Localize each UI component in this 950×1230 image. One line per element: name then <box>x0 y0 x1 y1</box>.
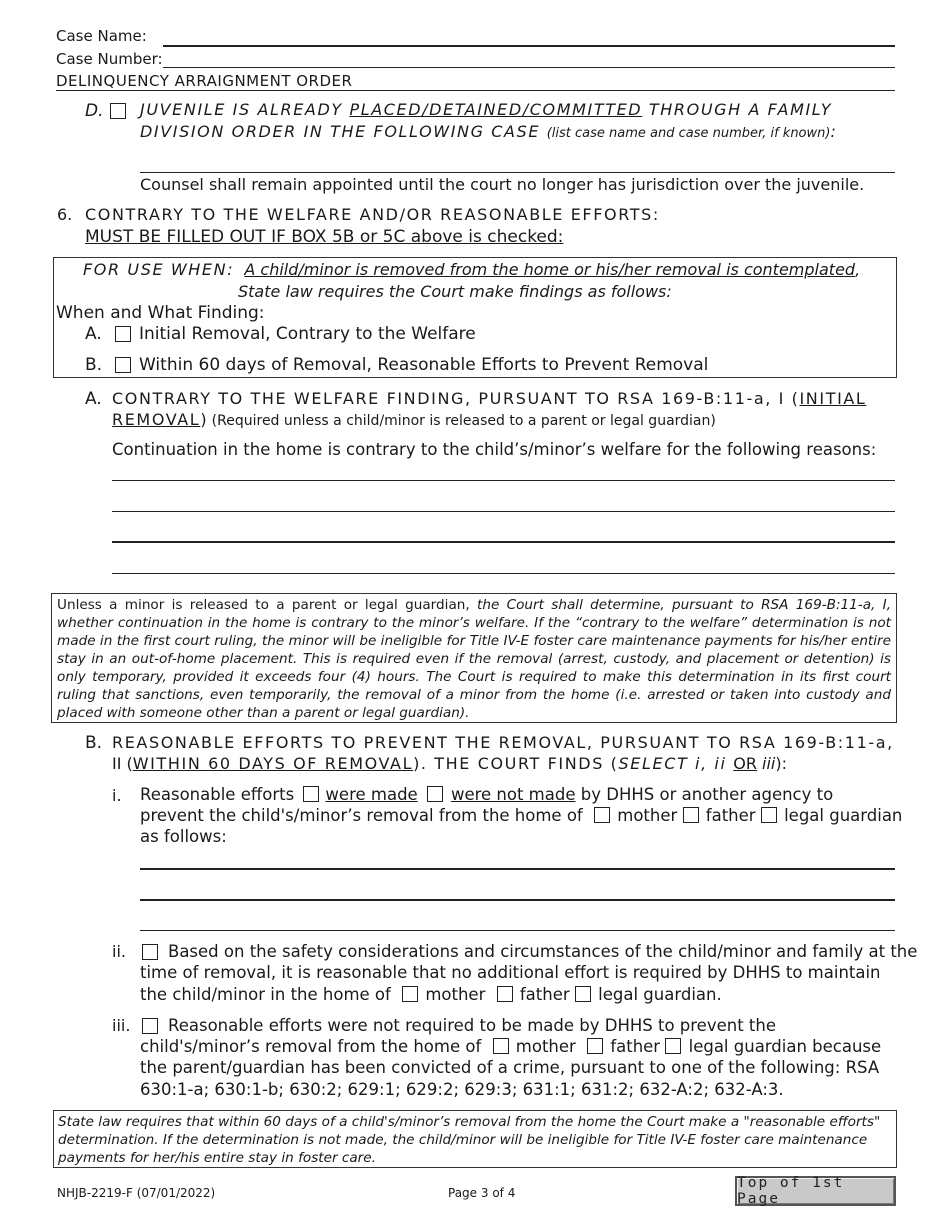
finding-b-ii-line1: Based on the safety considerations and circumstances of the child/minor and family at the <box>168 942 918 961</box>
page-number: Page 3 of 4 <box>448 1186 516 1200</box>
section-d-line2: DIVISION ORDER IN THE FOLLOWING CASE (list case name and case number, if known): <box>140 122 838 141</box>
finding-b-ii-line2: time of removal, it is reasonable that no additional effort is required by DHHS to maintain <box>140 963 881 982</box>
case-number-label: Case Number: <box>56 50 163 68</box>
use-item-a-letter: A. <box>85 324 102 344</box>
note-box-reasonable-efforts <box>53 1110 897 1168</box>
iii-mother-checkbox[interactable] <box>493 1038 509 1054</box>
note-box-contrary-welfare <box>51 593 897 723</box>
finding-b-iii-checkbox[interactable] <box>142 1018 158 1034</box>
iii-father-checkbox[interactable] <box>587 1038 603 1054</box>
finding-b-i-line3: as follows: <box>140 827 227 846</box>
section-6-title: CONTRARY TO THE WELFARE AND/OR REASONABLE EFFORTS: <box>85 205 660 224</box>
section-d-case-field[interactable] <box>140 172 895 173</box>
finding-a-title: CONTRARY TO THE WELFARE FINDING, PURSUANT TO RSA 169-B:11-a, I (INITIAL <box>112 389 867 408</box>
finding-b-ii-line3: the child/minor in the home of mother father legal guardian. <box>140 985 722 1004</box>
case-name-field[interactable] <box>163 45 895 47</box>
finding-b-i-field-2[interactable] <box>140 899 895 901</box>
ii-guardian-checkbox[interactable] <box>575 986 591 1002</box>
finding-b-iii-line1: Reasonable efforts were not required to be made by DHHS to prevent the <box>168 1016 776 1035</box>
i-guardian-checkbox[interactable] <box>761 807 777 823</box>
finding-a-reason-line-3[interactable] <box>112 541 895 543</box>
use-item-b-checkbox[interactable] <box>115 357 131 373</box>
finding-a-letter: A. <box>85 389 102 409</box>
finding-b-iii-line3: the parent/guardian has been convicted of a crime, pursuant to one of the following: RSA <box>140 1058 880 1077</box>
section-d-counsel-text: Counsel shall remain appointed until the court no longer has jurisdiction over the juvenile. <box>140 175 865 194</box>
when-and-what-label: When and What Finding: <box>56 303 265 323</box>
finding-b-title-1: REASONABLE EFFORTS TO PREVENT THE REMOVAL, PURSUANT TO RSA 169-B:11-a, <box>112 733 894 752</box>
note-box-1-text: Unless a minor is released to a parent or legal guardian, the Court shall determine, pursuant to RSA 169-B:11-a, I, whether continuation in the home is contrary to the minor’s welfare. If the “contrary to the welfare” determination is not made in the first court ruling, the minor will be ineligible for Title IV-E foster care maintenance payments for his/her entire stay in an out-of-home placement. This is required even if the removal (arrest, custody, and placement or detention) is only temporary, provided it exceeds four (4) hours. The Court is required to make this determination in its first court ruling that sanctions, even temporarily, the removal of a minor from the home (i.e. arrested or taken into custody and placed with someone other than a parent or legal guardian). <box>57 597 892 721</box>
finding-b-iii-line4: 630:1-a; 630:1-b; 630:2; 629:1; 629:2; 629:3; 631:1; 631:2; 632-A:2; 632-A:3. <box>140 1080 784 1099</box>
finding-b-letter: B. <box>85 733 103 753</box>
were-not-made-checkbox[interactable] <box>427 786 443 802</box>
form-id: NHJB-2219-F (07/01/2022) <box>57 1186 216 1200</box>
form-title: DELINQUENCY ARRAIGNMENT ORDER <box>56 72 353 90</box>
use-item-b-letter: B. <box>85 355 103 375</box>
use-item-b-label: Within 60 days of Removal, Reasonable Efforts to Prevent Removal <box>139 355 709 375</box>
case-name-label: Case Name: <box>56 27 147 45</box>
finding-b-ii-num: ii. <box>112 942 126 961</box>
ii-father-checkbox[interactable] <box>497 986 513 1002</box>
finding-b-ii-checkbox[interactable] <box>142 944 158 960</box>
finding-b-i-field-3[interactable] <box>140 930 895 931</box>
finding-a-title-line2: REMOVAL) (Required unless a child/minor is released to a parent or legal guardian) <box>112 410 716 429</box>
header-divider <box>56 90 895 91</box>
top-of-first-page-button[interactable]: Top of 1st Page <box>735 1176 896 1206</box>
finding-b-i-field-1[interactable] <box>140 868 895 870</box>
i-father-checkbox[interactable] <box>683 807 699 823</box>
use-item-a-label: Initial Removal, Contrary to the Welfare <box>139 324 476 344</box>
section-d-letter: D. <box>85 101 104 121</box>
i-mother-checkbox[interactable] <box>594 807 610 823</box>
finding-b-i-line2: prevent the child's/minor’s removal from the home of mother father legal guardian <box>140 806 903 825</box>
section-6-number: 6. <box>57 205 73 224</box>
note-box-2-text: State law requires that within 60 days of a child's/minor’s removal from the home the Court make a "reasonable efforts" determination. If the determination is not made, the child/minor will be ineligible for Title IV-E foster care maintenance payments for her/his entire stay in foster care. <box>58 1114 881 1166</box>
section-d-checkbox[interactable] <box>110 103 126 119</box>
use-when-line2: State law requires the Court make findings as follows: <box>238 282 672 301</box>
finding-a-reason-line-4[interactable] <box>112 573 895 574</box>
iii-guardian-checkbox[interactable] <box>665 1038 681 1054</box>
ii-mother-checkbox[interactable] <box>402 986 418 1002</box>
use-item-a-checkbox[interactable] <box>115 326 131 342</box>
use-when-line1: FOR USE WHEN: A child/minor is removed from the home or his/her removal is contemplated, <box>83 260 861 279</box>
finding-b-iii-line2: child's/minor’s removal from the home of mother father legal guardian because <box>140 1037 882 1056</box>
finding-b-title-2: II (WITHIN 60 DAYS OF REMOVAL). THE COURT FINDS (SELECT i, ii OR iii): <box>112 754 787 773</box>
were-made-checkbox[interactable] <box>303 786 319 802</box>
finding-b-i-num: i. <box>112 786 122 805</box>
section-d-line1: JUVENILE IS ALREADY PLACED/DETAINED/COMMITTED THROUGH A FAMILY <box>140 100 833 119</box>
case-number-field[interactable] <box>163 67 895 68</box>
section-6-subtitle: MUST BE FILLED OUT IF BOX 5B or 5C above is checked: <box>85 227 564 247</box>
finding-b-iii-num: iii. <box>112 1016 131 1035</box>
finding-a-reason-line-1[interactable] <box>112 480 895 481</box>
finding-b-i-line1: Reasonable efforts were made were not made by DHHS or another agency to <box>140 785 834 804</box>
finding-a-continuation: Continuation in the home is contrary to the child’s/minor’s welfare for the following reasons: <box>112 440 877 459</box>
finding-a-reason-line-2[interactable] <box>112 511 895 512</box>
